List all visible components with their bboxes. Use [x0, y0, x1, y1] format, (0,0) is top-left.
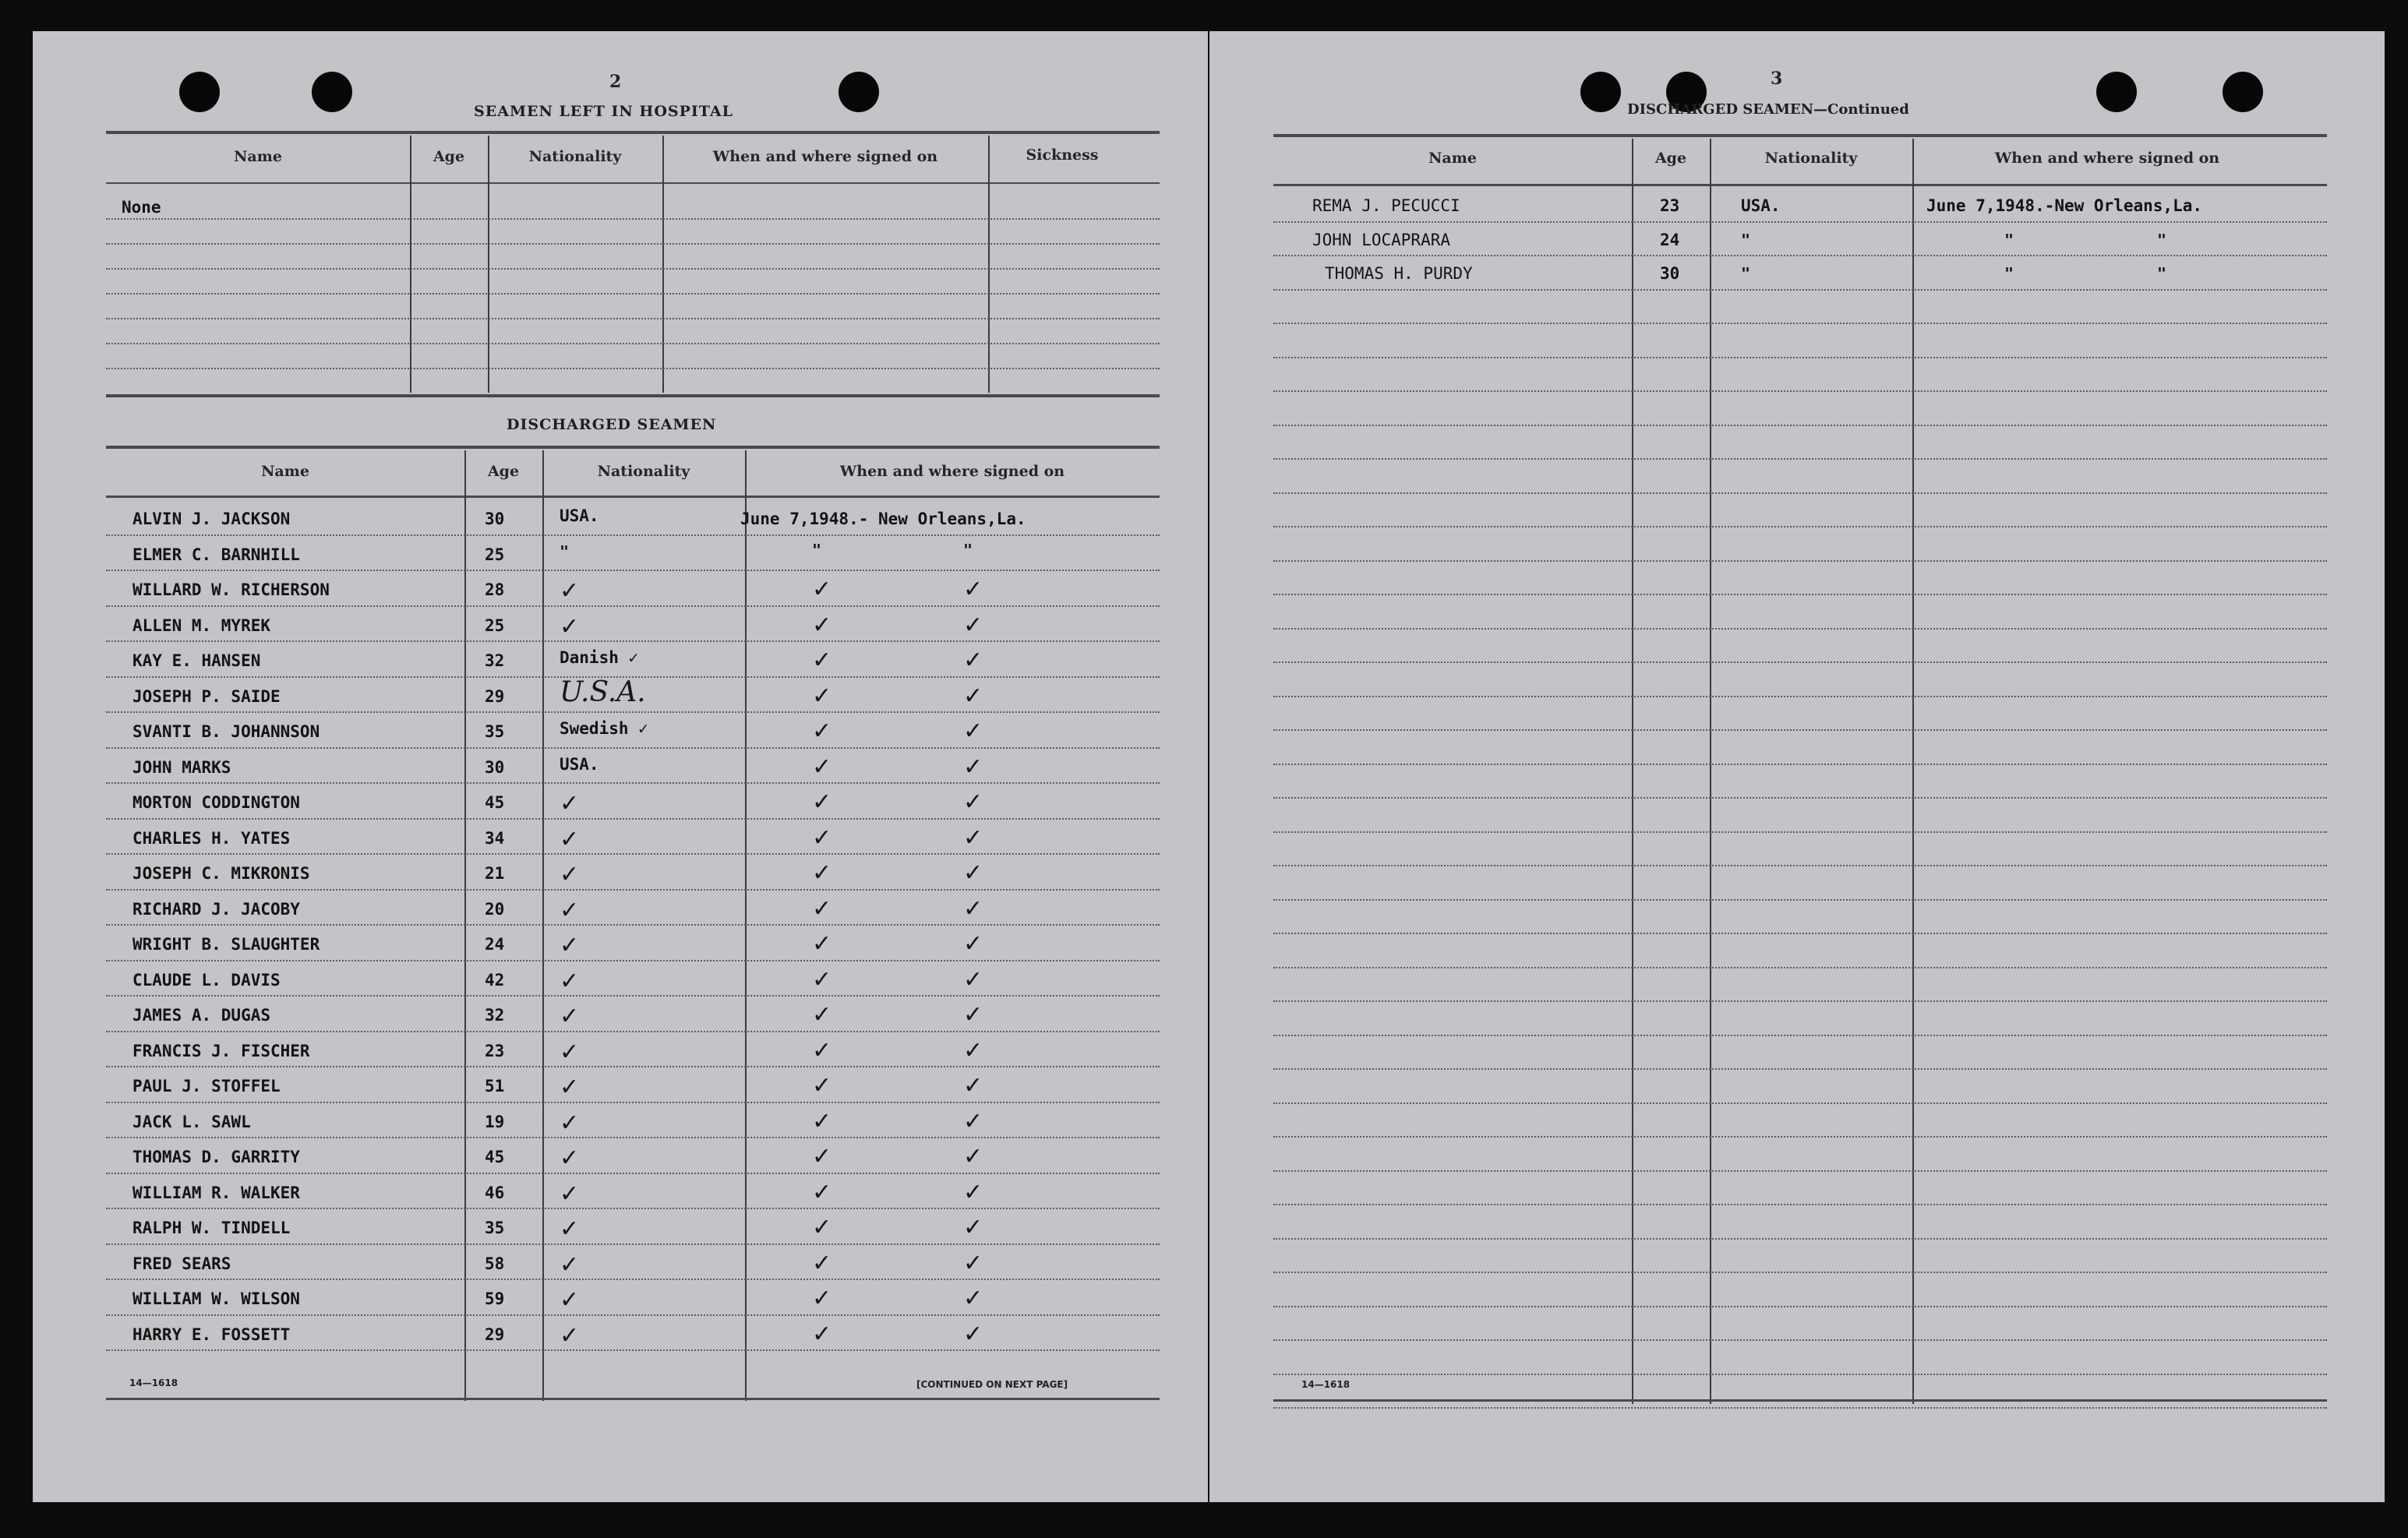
seaman-nationality: ✓ [560, 612, 580, 640]
seaman-nationality: ✓ [560, 1109, 580, 1137]
signed-on-place-mark: ✓ [963, 1001, 983, 1028]
punch-hole [312, 72, 352, 112]
signed-on-date-mark: ✓ [812, 894, 832, 922]
ruled-line [1273, 1204, 2327, 1205]
seaman-signed-on: June 7,1948.-New Orleans,La. [1926, 196, 2203, 215]
seaman-name: JAMES A. DUGAS [132, 1006, 271, 1025]
ruled-line [106, 1031, 1160, 1032]
signed-on-date-mark: ✓ [812, 1072, 832, 1099]
hospital-header-signed-on: When and where signed on [712, 148, 938, 165]
seaman-nationality: ✓ [560, 1003, 580, 1030]
seaman-age: 29 [485, 1325, 505, 1344]
signed-on-date-mark: ✓ [812, 753, 832, 781]
right-page [1209, 31, 2385, 1502]
ruled-line [106, 1243, 1160, 1245]
seaman-name: SVANTI B. JOHANNSON [132, 722, 320, 741]
signed-on-date-mark: ✓ [812, 647, 832, 674]
seaman-name: PAUL J. STOFFEL [132, 1077, 281, 1095]
seaman-nationality: ✓ [560, 1251, 580, 1279]
signed-on-place-mark: ✓ [963, 753, 983, 781]
ruled-line [1273, 764, 2327, 765]
ruled-line [1273, 1170, 2327, 1172]
seaman-name: JOHN LOCAPRARA [1312, 230, 1451, 249]
ruled-line [106, 1137, 1160, 1138]
ruled-line [106, 1066, 1160, 1067]
seaman-nationality: ✓ [560, 1180, 580, 1208]
right-header-signed-on: When and where signed on [1994, 150, 2220, 167]
seaman-age: 25 [485, 545, 505, 564]
seaman-age: 20 [485, 899, 505, 919]
signed-on-place-mark: ✓ [963, 1285, 983, 1312]
discharged-header-nationality: Nationality [597, 463, 690, 480]
signed-on-place-mark: ✓ [963, 576, 983, 603]
signed-on-place-mark: " [2157, 264, 2167, 283]
form-code: 14—1618 [1301, 1379, 1351, 1390]
seaman-age: 21 [485, 864, 505, 883]
seaman-name: RALPH W. TINDELL [132, 1219, 291, 1237]
seaman-name: MORTON CODDINGTON [132, 793, 300, 812]
seaman-age: 19 [485, 1112, 505, 1131]
ruled-line [106, 1314, 1160, 1316]
seaman-name: CLAUDE L. DAVIS [132, 970, 281, 989]
seaman-nationality: USA. [560, 754, 599, 774]
seaman-age: 24 [485, 935, 505, 954]
hospital-header-sickness: Sickness [1026, 146, 1099, 164]
signed-on-place-mark: ✓ [963, 682, 983, 710]
seaman-age: 51 [485, 1077, 505, 1095]
signed-on-date-mark: ✓ [812, 1107, 832, 1135]
seaman-age: 24 [1660, 230, 1680, 249]
seaman-age: 34 [485, 828, 505, 848]
ruled-line [106, 368, 1160, 369]
page-number: 3 [1771, 69, 1783, 89]
signed-on-place-mark: ✓ [963, 611, 983, 639]
right-section-title: DISCHARGED SEAMEN—Continued [1627, 101, 1909, 118]
signed-on-place-mark: ✓ [963, 647, 983, 674]
discharged-header-name: Name [261, 463, 309, 480]
ruled-line [106, 218, 1160, 220]
seaman-age: 45 [485, 1148, 505, 1166]
discharged-header-age: Age [487, 463, 520, 480]
right-header-name: Name [1428, 150, 1477, 167]
ruled-line [106, 995, 1160, 997]
ruled-line [1273, 1102, 2327, 1104]
left-page [33, 31, 1208, 1502]
signed-on-place-mark: ✓ [963, 1178, 983, 1206]
punch-hole [839, 72, 879, 112]
signed-on-place-mark: ✓ [963, 1107, 983, 1135]
ruled-line [1273, 967, 2327, 968]
signed-on-date-mark: ✓ [812, 1001, 832, 1028]
seaman-name: RICHARD J. JACOBY [132, 899, 300, 919]
ruled-line [1273, 1306, 2327, 1307]
hospital-header-name: Name [234, 148, 282, 165]
signed-on-date-mark: ✓ [812, 1178, 832, 1206]
seaman-nationality: " [560, 541, 570, 561]
signed-on-place-mark: ✓ [963, 718, 983, 745]
seaman-nationality: ✓ [560, 825, 580, 853]
ruled-line [106, 293, 1160, 295]
ruled-line [1273, 1407, 2327, 1409]
signed-on-date-mark: ✓ [812, 1285, 832, 1312]
ruled-line [1273, 1272, 2327, 1273]
seaman-nationality: ✓ [560, 861, 580, 888]
ruled-line [106, 711, 1160, 713]
seaman-nationality: U.S.A. [560, 676, 646, 708]
ruled-line [1273, 323, 2327, 324]
ruled-line [1273, 1000, 2327, 1002]
seaman-name: WILLIAM R. WALKER [132, 1183, 300, 1202]
seaman-age: 42 [485, 970, 505, 989]
signed-on-date-mark: ✓ [812, 1143, 832, 1170]
ruled-line [106, 818, 1160, 820]
seaman-age: 30 [485, 510, 505, 528]
signed-on-date-mark: ✓ [812, 930, 832, 958]
seaman-nationality: ✓ [560, 1074, 580, 1101]
seaman-age: 59 [485, 1289, 505, 1308]
ruled-line [106, 747, 1160, 749]
ruled-line [1273, 696, 2327, 697]
ruled-line [106, 243, 1160, 245]
signed-on-place-mark: " [2157, 230, 2167, 249]
seaman-age: 32 [485, 1006, 505, 1025]
signed-on-place-mark: ✓ [963, 1072, 983, 1099]
ruled-line [106, 1208, 1160, 1209]
signed-on-date-mark: ✓ [812, 1249, 832, 1277]
ruled-line [1273, 390, 2327, 392]
seaman-name: WILLIAM W. WILSON [132, 1289, 300, 1308]
seaman-name: FRANCIS J. FISCHER [132, 1041, 310, 1060]
signed-on-date-mark: ✓ [812, 965, 832, 993]
seaman-name: KAY E. HANSEN [132, 651, 261, 670]
punch-hole [179, 72, 220, 112]
signed-on-date-mark: ✓ [812, 788, 832, 816]
ruled-line [106, 268, 1160, 270]
ruled-line [106, 605, 1160, 607]
seaman-nationality: ✓ [560, 790, 580, 817]
ruled-line [1273, 1068, 2327, 1070]
seaman-age: 30 [1660, 264, 1680, 283]
signed-on-date-mark: " [2004, 264, 2014, 283]
seaman-age: 35 [485, 1219, 505, 1237]
ruled-line [1273, 628, 2327, 630]
signed-on-date-mark: ✓ [812, 1036, 832, 1064]
seaman-name: FRED SEARS [132, 1254, 231, 1273]
page-number: 2 [609, 72, 622, 92]
seaman-nationality: USA. [560, 506, 599, 525]
ruled-line [1273, 255, 2327, 256]
seaman-nationality: ✓ [560, 577, 580, 605]
seaman-name: JOHN MARKS [132, 757, 231, 777]
ruled-line [106, 782, 1160, 784]
seaman-name: WRIGHT B. SLAUGHTER [132, 935, 320, 954]
ruled-line [106, 318, 1160, 319]
ruled-line [106, 1349, 1160, 1351]
ruled-line [1273, 729, 2327, 731]
seaman-nationality: ✓ [560, 1286, 580, 1314]
ruled-line [1273, 221, 2327, 223]
signed-on-place-mark: ✓ [963, 1249, 983, 1277]
ruled-line [106, 1279, 1160, 1280]
hospital-section-title: SEAMEN LEFT IN HOSPITAL [474, 103, 733, 120]
signed-on-date-mark: " [2004, 230, 2014, 249]
hospital-header-age: Age [433, 148, 465, 165]
seaman-age: 29 [485, 686, 505, 706]
signed-on-date-mark: ✓ [812, 682, 832, 710]
ruled-line [1273, 594, 2327, 595]
ruled-line [1273, 831, 2327, 833]
seaman-nationality: ✓ [560, 1038, 580, 1066]
seaman-name: WILLARD W. RICHERSON [132, 580, 330, 599]
seaman-name: JACK L. SAWL [132, 1112, 251, 1131]
ruled-line [1273, 289, 2327, 291]
seaman-name: JOSEPH P. SAIDE [132, 686, 281, 706]
ruled-line [1273, 1374, 2327, 1375]
seaman-name: HARRY E. FOSSETT [132, 1325, 291, 1344]
seaman-nationality: ✓ [560, 1321, 580, 1349]
seaman-age: 46 [485, 1183, 505, 1202]
seaman-nationality: ✓ [560, 1145, 580, 1172]
seaman-nationality: " [1741, 230, 1751, 249]
signed-on-date-mark: ✓ [812, 718, 832, 745]
signed-on-date-mark: ✓ [812, 1214, 832, 1241]
hospital-header-nationality: Nationality [528, 148, 622, 165]
seaman-age: 30 [485, 757, 505, 777]
signed-on-place-mark: ✓ [963, 965, 983, 993]
punch-hole [1580, 72, 1621, 112]
ruled-line [1273, 1035, 2327, 1036]
ruled-line [1273, 492, 2327, 494]
ruled-line [106, 640, 1160, 642]
discharged-header-signed-on: When and where signed on [839, 463, 1065, 480]
seaman-age: 58 [485, 1254, 505, 1273]
seaman-age: 28 [485, 580, 505, 599]
ruled-line [1273, 560, 2327, 562]
signed-on-place-mark: ✓ [963, 894, 983, 922]
ruled-line [106, 1102, 1160, 1103]
signed-on-place-mark: ✓ [963, 930, 983, 958]
ruled-line [106, 889, 1160, 891]
seaman-nationality: ✓ [560, 896, 580, 924]
discharged-section-title: DISCHARGED SEAMEN [507, 416, 717, 433]
signed-on-date-mark: ✓ [812, 576, 832, 603]
signed-on-place-mark: ✓ [963, 824, 983, 852]
ruled-line [106, 570, 1160, 571]
seaman-nationality: ✓ [560, 1215, 580, 1243]
seaman-nationality: Danish ✓ [560, 648, 639, 667]
punch-hole [2223, 72, 2263, 112]
seaman-name: THOMAS H. PURDY [1325, 264, 1473, 283]
ruled-line [1273, 1339, 2327, 1341]
seaman-nationality: Swedish ✓ [560, 719, 648, 738]
ruled-line [1273, 933, 2327, 934]
ruled-line [1273, 425, 2327, 426]
ruled-line [1273, 357, 2327, 358]
ruled-line [106, 853, 1160, 855]
signed-on-date-mark: " [812, 540, 822, 559]
ruled-line [1273, 865, 2327, 866]
seaman-signed-on: June 7,1948.- New Orleans,La. [740, 510, 1026, 528]
seaman-name: THOMAS D. GARRITY [132, 1148, 300, 1166]
seaman-nationality: ✓ [560, 932, 580, 959]
signed-on-date-mark: ✓ [812, 859, 832, 887]
form-code: 14—1618 [129, 1377, 178, 1388]
signed-on-date-mark: ✓ [812, 1320, 832, 1348]
seaman-name: JOSEPH C. MIKRONIS [132, 864, 310, 883]
signed-on-place-mark: ✓ [963, 1320, 983, 1348]
seaman-name: ALLEN M. MYREK [132, 616, 271, 635]
signed-on-date-mark: ✓ [812, 824, 832, 852]
signed-on-place-mark: ✓ [963, 1036, 983, 1064]
ruled-line [1273, 1238, 2327, 1240]
right-header-age: Age [1654, 150, 1687, 167]
ruled-line [1273, 797, 2327, 799]
ruled-line [1273, 899, 2327, 901]
continued-note: [CONTINUED ON NEXT PAGE] [916, 1379, 1068, 1390]
ruled-line [1273, 1136, 2327, 1138]
signed-on-date-mark: ✓ [812, 611, 832, 639]
ruled-line [106, 1173, 1160, 1174]
seaman-age: 35 [485, 722, 505, 741]
signed-on-place-mark: " [963, 540, 973, 559]
ruled-line [106, 924, 1160, 926]
ruled-line [1273, 458, 2327, 460]
ruled-line [1273, 661, 2327, 663]
seaman-age: 32 [485, 651, 505, 670]
seaman-nationality: ✓ [560, 967, 580, 995]
signed-on-place-mark: ✓ [963, 1143, 983, 1170]
signed-on-place-mark: ✓ [963, 788, 983, 816]
seaman-age: 25 [485, 616, 505, 635]
punch-hole [2096, 72, 2137, 112]
seaman-name: ELMER C. BARNHILL [132, 545, 300, 564]
seaman-age: 23 [485, 1041, 505, 1060]
seaman-name: CHARLES H. YATES [132, 828, 291, 848]
right-header-nationality: Nationality [1764, 150, 1858, 167]
seaman-name: REMA J. PECUCCI [1312, 196, 1460, 215]
seaman-age: 23 [1660, 196, 1680, 215]
seaman-age: 45 [485, 793, 505, 812]
seaman-nationality: " [1741, 264, 1751, 283]
ruled-line [106, 960, 1160, 961]
signed-on-place-mark: ✓ [963, 859, 983, 887]
ruled-line [1273, 526, 2327, 527]
ruled-line [106, 534, 1160, 536]
ruled-line [106, 343, 1160, 344]
seaman-nationality: USA. [1741, 196, 1781, 215]
seaman-name: ALVIN J. JACKSON [132, 510, 291, 528]
hospital-entry: None [122, 198, 161, 217]
signed-on-place-mark: ✓ [963, 1214, 983, 1241]
